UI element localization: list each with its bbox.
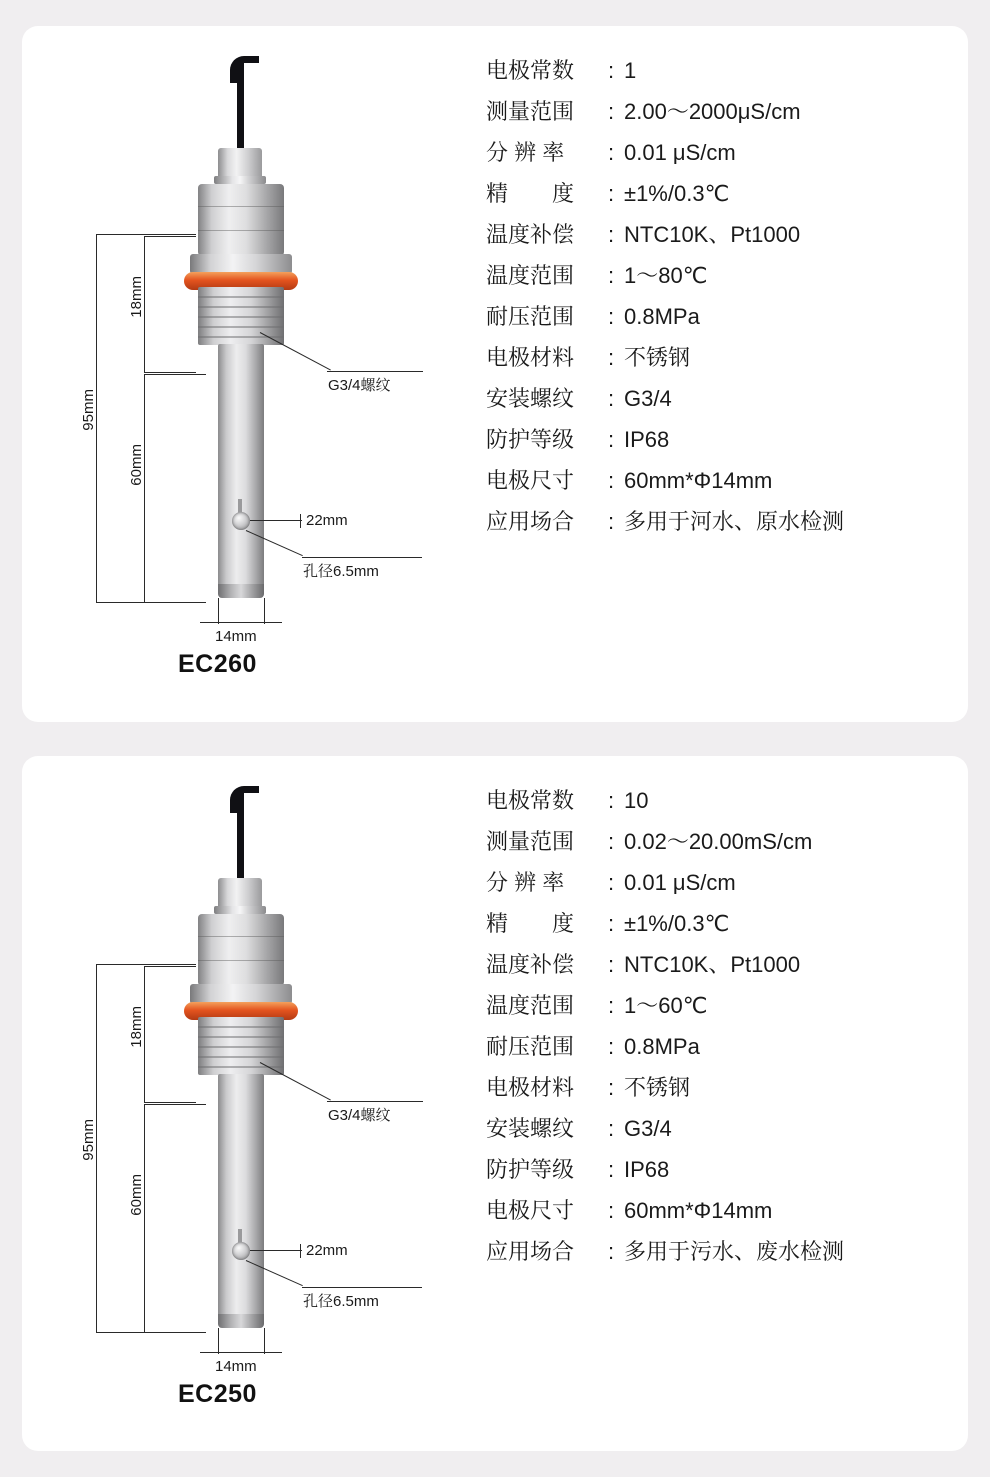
spec-value: ±1%/0.3℃	[624, 910, 730, 936]
dim-tick-upper-bottom	[144, 372, 196, 373]
spec-value: 60mm*Φ14mm	[624, 468, 773, 493]
dim-tick-lower-top	[144, 1104, 206, 1105]
dim-line-width	[200, 1352, 282, 1353]
dim-tick-total-top	[96, 234, 196, 235]
spec-row	[486, 429, 958, 451]
dim-tick-lower-bottom	[144, 1332, 206, 1333]
dim-line-lower	[144, 1104, 145, 1332]
callout-thread: G3/4螺纹	[328, 1106, 391, 1124]
spec-value: IP68	[624, 427, 670, 452]
spec-colon: :	[608, 1156, 615, 1182]
neck-ring	[214, 906, 266, 914]
spec-colon: :	[608, 181, 615, 206]
spec-label: 电极尺寸	[486, 468, 575, 493]
spec-value: 1	[624, 58, 637, 83]
spec-colon: :	[608, 263, 615, 288]
spec-row	[486, 828, 958, 854]
callout-hole-distance: 22mm	[306, 512, 348, 529]
spec-value: NTC10K、Pt1000	[624, 951, 801, 977]
spec-colon: :	[608, 992, 615, 1018]
dim-ext-right	[264, 1328, 265, 1354]
hex-edge-line	[198, 936, 284, 937]
spec-label: 电极常数	[486, 58, 575, 83]
thread-groove	[198, 296, 284, 298]
dim-tick-lower-top	[144, 374, 206, 375]
spec-list-ec260	[462, 44, 958, 712]
spec-value: 60mm*Φ14mm	[624, 1197, 773, 1223]
spec-row	[486, 910, 958, 936]
spec-colon: :	[608, 58, 615, 83]
spec-value: 0.02～20.00mS/cm	[624, 828, 813, 854]
spec-label: 安装螺纹	[486, 1115, 575, 1141]
neck-ring	[214, 176, 266, 184]
callout-hole-diameter: 孔径6.5mm	[303, 563, 379, 580]
leader-underline-hole-dia	[302, 1287, 422, 1288]
spec-value: 多用于污水、废水检测	[624, 1238, 845, 1264]
spec-row	[486, 951, 958, 977]
spec-row	[486, 142, 958, 164]
spec-colon: :	[608, 99, 615, 124]
product-card-ec250	[22, 756, 968, 1452]
spec-value: 0.01 μS/cm	[624, 140, 736, 165]
thread-groove	[198, 306, 284, 308]
leader-line-hole-dist	[250, 520, 302, 521]
dim-label-width: 14mm	[215, 1357, 257, 1375]
spec-label: 电极常数	[486, 787, 575, 813]
spec-value: G3/4	[624, 1115, 672, 1141]
spec-label: 应用场合	[486, 1238, 575, 1264]
flange	[190, 984, 292, 1004]
thread-groove	[198, 1046, 284, 1048]
spec-label: 电极尺寸	[486, 1197, 575, 1223]
spec-value: 0.8MPa	[624, 1033, 700, 1059]
tube-tip	[218, 584, 264, 598]
spec-colon: :	[608, 869, 615, 895]
spec-row	[486, 511, 958, 533]
spec-label: 耐压范围	[486, 1033, 575, 1059]
dim-label-total: 95mm	[80, 1118, 97, 1161]
spec-colon: :	[608, 1074, 615, 1100]
dim-ext-right	[264, 598, 265, 624]
leader-underline-thread	[327, 1101, 423, 1102]
spec-row	[486, 1238, 958, 1264]
flange	[190, 254, 292, 274]
spec-value: G3/4	[624, 386, 672, 411]
dim-tick-upper-bottom	[144, 1102, 196, 1103]
spec-row	[486, 265, 958, 287]
dim-ext-left	[218, 1328, 219, 1354]
spec-colon: :	[608, 509, 615, 534]
model-name-ec260: EC260	[178, 650, 257, 678]
spec-colon: :	[608, 345, 615, 370]
cable-bend	[230, 56, 259, 83]
spec-row	[486, 1156, 958, 1182]
dim-label-width: 14mm	[215, 628, 257, 645]
hex-nut-body	[198, 914, 284, 986]
spec-value: IP68	[624, 1156, 670, 1182]
thread-groove	[198, 326, 284, 328]
spec-label: 测量范围	[486, 99, 575, 124]
probe-tube	[218, 344, 264, 596]
hex-nut-body	[198, 184, 284, 256]
dim-label-upper: 18mm	[128, 276, 145, 318]
spec-colon: :	[608, 1238, 615, 1264]
dim-label-lower: 60mm	[128, 444, 145, 486]
dim-tick-lower-bottom	[144, 602, 206, 603]
spec-row	[486, 1197, 958, 1223]
spec-colon: :	[608, 386, 615, 411]
spec-row	[486, 992, 958, 1018]
spec-value: 多用于河水、原水检测	[624, 509, 845, 534]
product-card-ec260	[22, 26, 968, 722]
spec-label: 温度范围	[486, 992, 575, 1018]
leader-tick-hole-dist	[300, 514, 301, 528]
spec-value: 2.00～2000μS/cm	[624, 99, 801, 124]
spec-colon: :	[608, 1115, 615, 1141]
dim-label-lower: 60mm	[128, 1173, 145, 1216]
model-name-ec250: EC250	[178, 1379, 257, 1408]
dim-ext-left	[218, 598, 219, 624]
spec-colon: :	[608, 427, 615, 452]
spec-label: 温度范围	[486, 263, 575, 288]
thread-groove	[198, 316, 284, 318]
hex-edge-line	[198, 230, 284, 231]
spec-colon: :	[608, 951, 615, 977]
spec-label: 精 度	[486, 181, 575, 206]
spec-label: 电极材料	[486, 1074, 575, 1100]
spec-list-ec250	[462, 774, 958, 1442]
spec-colon: :	[608, 828, 615, 854]
leader-line-hole-dist	[250, 1250, 302, 1251]
spec-colon: :	[608, 468, 615, 493]
spec-row	[486, 470, 958, 492]
spec-value: 不锈钢	[624, 345, 691, 370]
spec-row	[486, 101, 958, 123]
callout-hole-distance: 22mm	[306, 1241, 348, 1259]
measuring-hole	[232, 512, 250, 530]
spec-row	[486, 306, 958, 328]
spec-value: NTC10K、Pt1000	[624, 222, 801, 247]
spec-colon: :	[608, 1197, 615, 1223]
spec-row	[486, 60, 958, 82]
spec-label: 温度补偿	[486, 222, 575, 247]
probe-tube	[218, 1074, 264, 1326]
thread-groove	[198, 1056, 284, 1058]
spec-label: 分 辨 率	[486, 140, 565, 165]
dim-label-upper: 18mm	[128, 1005, 145, 1048]
spec-row	[486, 787, 958, 813]
spec-colon: :	[608, 910, 615, 936]
spec-row	[486, 1033, 958, 1059]
hex-edge-line	[198, 960, 284, 961]
tube-tip	[218, 1314, 264, 1328]
spec-label: 应用场合	[486, 509, 575, 534]
spec-row	[486, 183, 958, 205]
spec-value: 0.01 μS/cm	[624, 869, 736, 895]
leader-underline-hole-dia	[302, 557, 422, 558]
spec-colon: :	[608, 787, 615, 813]
spec-colon: :	[608, 304, 615, 329]
thread-groove	[198, 1036, 284, 1038]
dim-line-width	[200, 622, 282, 623]
spec-colon: :	[608, 140, 615, 165]
spec-row	[486, 347, 958, 369]
probe-diagram-ec260	[32, 44, 462, 712]
spec-value: 1～60℃	[624, 992, 708, 1018]
dim-tick-upper-top	[144, 966, 196, 967]
hex-edge-line	[198, 206, 284, 207]
dim-tick-total-top	[96, 964, 196, 965]
spec-label: 精 度	[486, 910, 575, 936]
spec-label: 电极材料	[486, 345, 575, 370]
spec-row	[486, 869, 958, 895]
spec-label: 测量范围	[486, 828, 575, 854]
probe-diagram-ec250	[32, 774, 462, 1442]
spec-row	[486, 224, 958, 246]
spec-value: 不锈钢	[624, 1074, 691, 1100]
leader-underline-thread	[327, 371, 423, 372]
spec-value: ±1%/0.3℃	[624, 181, 730, 206]
measuring-hole	[232, 1242, 250, 1260]
spec-value: 1～80℃	[624, 263, 708, 288]
leader-tick-hole-dist	[300, 1244, 301, 1258]
spec-row	[486, 388, 958, 410]
spec-label: 耐压范围	[486, 304, 575, 329]
callout-thread: G3/4螺纹	[328, 377, 391, 394]
cable-bend	[230, 786, 259, 813]
spec-label: 防护等级	[486, 427, 575, 452]
spec-value: 10	[624, 787, 649, 813]
callout-hole-diameter: 孔径6.5mm	[303, 1292, 379, 1310]
dim-line-lower	[144, 374, 145, 602]
spec-colon: :	[608, 1033, 615, 1059]
spec-value: 0.8MPa	[624, 304, 700, 329]
spec-row	[486, 1074, 958, 1100]
dim-label-total: 95mm	[80, 389, 97, 431]
dim-tick-upper-top	[144, 236, 196, 237]
spec-label: 分 辨 率	[486, 869, 565, 895]
spec-label: 温度补偿	[486, 951, 575, 977]
spec-label: 安装螺纹	[486, 386, 575, 411]
thread-groove	[198, 1026, 284, 1028]
spec-colon: :	[608, 222, 615, 247]
spec-row	[486, 1115, 958, 1141]
spec-label: 防护等级	[486, 1156, 575, 1182]
